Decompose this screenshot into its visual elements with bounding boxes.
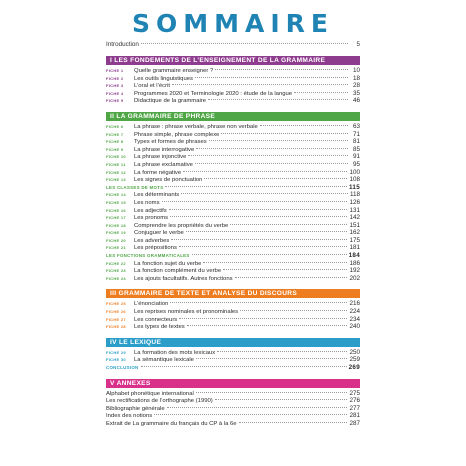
toc-entry-label: Didactique de la grammaire — [134, 98, 207, 105]
fiche-number: FICHE 7 — [106, 131, 124, 137]
dot-leader — [170, 216, 347, 217]
dot-leader — [196, 392, 348, 393]
section-heading: V ANNEXES — [106, 379, 360, 388]
dot-leader — [187, 325, 348, 326]
section-heading: III GRAMMAIRE DE TEXTE ET ANALYSE DU DISCOURS — [106, 289, 360, 298]
toc-entry-label: La fonction sujet du verbe — [134, 260, 202, 267]
toc-entry-label: La sémantique lexicale — [134, 357, 194, 364]
dot-leader — [196, 358, 348, 359]
toc-section — [106, 289, 360, 330]
section-heading: I LES FONDEMENTS DE L’ENSEIGNEMENT DE LA GRAMMAIRE — [106, 56, 360, 65]
toc-entry-page: 277 — [349, 404, 360, 412]
dot-leader — [179, 318, 347, 319]
dot-leader — [186, 231, 348, 232]
toc-entry-label: Bibliographie générale — [106, 405, 165, 412]
toc-entry-label: Quelle grammaire enseigner ? — [134, 68, 214, 74]
dot-leader — [235, 277, 348, 278]
dot-leader — [209, 140, 348, 141]
fiche-number: FICHE 14 — [106, 192, 126, 198]
toc-entry — [106, 275, 360, 283]
dot-leader — [162, 201, 348, 202]
dot-leader — [208, 99, 348, 100]
section-heading: II LA GRAMMAIRE DE PHRASE — [106, 112, 360, 121]
dot-leader — [215, 69, 348, 70]
toc-entry-label: Les reprises nominales et pronominales — [134, 309, 239, 316]
fiche-number: FICHE 25 — [106, 301, 126, 307]
toc-section — [106, 112, 360, 282]
toc-entry-label: Alphabet phonétique international — [106, 390, 194, 397]
toc-subsection — [106, 252, 360, 260]
toc-entry-page: 46 — [352, 97, 360, 105]
fiche-number: FICHE 5 — [106, 98, 124, 104]
dot-leader — [217, 351, 347, 352]
toc-entry-label: La phrase exclamative — [134, 161, 193, 168]
toc-entry-label: Les outils linguistiques — [134, 75, 193, 82]
toc-entry-page: 118 — [349, 191, 360, 199]
toc-entry-page: 250 — [349, 348, 360, 356]
toc-entry-page: 81 — [352, 138, 360, 146]
fiche-number: FICHE 10 — [106, 154, 126, 160]
toc-entry-page: 91 — [352, 153, 360, 161]
fiche-number: FICHE 18 — [106, 222, 126, 228]
dot-leader — [154, 414, 347, 415]
fiche-number: FICHE 30 — [106, 357, 126, 363]
fiche-number: FICHE 11 — [106, 161, 126, 167]
dot-leader — [170, 302, 347, 303]
dot-leader — [223, 269, 347, 270]
toc-entry-page: 108 — [349, 176, 360, 184]
toc-entry-page: 95 — [352, 160, 360, 168]
toc-section — [106, 338, 360, 372]
toc-entry-page: 202 — [349, 274, 360, 282]
toc-entry — [106, 90, 360, 98]
toc-entry-page: 115 — [348, 183, 360, 191]
page-title: SOMMAIRE — [132, 9, 334, 38]
fiche-number: FICHE 23 — [106, 268, 126, 274]
toc-entry-page: 85 — [352, 145, 360, 153]
fiche-number: FICHE 4 — [106, 90, 124, 96]
dot-leader — [181, 193, 348, 194]
toc-entry-page: 184 — [348, 252, 360, 260]
fiche-number: FICHE 9 — [106, 146, 124, 152]
toc-entry — [106, 97, 360, 105]
toc-entry-label: Comprendre les propriétés du verbe — [134, 222, 229, 229]
toc-entry — [106, 308, 360, 316]
toc-entry-label: Les noms — [134, 199, 160, 206]
toc-entry — [106, 323, 360, 331]
toc-entry-page: 240 — [349, 323, 360, 331]
dot-leader — [204, 178, 347, 179]
toc-entry — [106, 176, 360, 184]
toc-entry-page: 224 — [349, 308, 360, 316]
toc-subsection — [106, 184, 360, 192]
subsection-label: LES FONCTIONS GRAMMATICALES — [106, 253, 190, 259]
toc-entry-page: 71 — [352, 130, 360, 138]
toc-entry — [106, 191, 360, 199]
toc-entry — [106, 420, 360, 428]
toc-entry — [106, 316, 360, 324]
toc-entry — [106, 260, 360, 268]
fiche-number: FICHE 13 — [106, 177, 126, 183]
toc-entry-label: Les connecteurs — [134, 316, 178, 323]
toc-entry-page: 35 — [352, 89, 360, 97]
toc-entry — [106, 161, 360, 169]
toc-entry-label: La formation des mots lexicaux — [134, 349, 216, 356]
fiche-number: FICHE 12 — [106, 169, 126, 175]
fiche-number: FICHE 24 — [106, 275, 126, 281]
toc-entry — [106, 214, 360, 222]
toc-entry-page: 63 — [352, 122, 360, 130]
toc-entry-page: 275 — [349, 389, 360, 397]
toc-entry-page: 100 — [349, 168, 360, 176]
fiche-number: FICHE 26 — [106, 309, 126, 315]
dot-leader — [172, 84, 348, 85]
fiche-number: FICHE 20 — [106, 237, 126, 243]
toc-entry-page: 276 — [349, 397, 360, 405]
toc-entry — [106, 267, 360, 275]
dot-leader — [203, 262, 347, 263]
toc-entry-page: 181 — [349, 244, 360, 252]
fiche-number: FICHE 16 — [106, 207, 126, 213]
dot-leader — [171, 239, 347, 240]
fiche-number: FICHE 28 — [106, 324, 126, 330]
toc-section — [106, 379, 360, 428]
toc-entry-page: 234 — [349, 315, 360, 323]
fiche-number: FICHE 17 — [106, 215, 126, 221]
toc-entry-label: Extrait de La grammaire du français du CP à la 6e — [106, 420, 237, 427]
toc-entry — [106, 222, 360, 230]
toc-section — [106, 56, 360, 105]
toc-entry-page: 5 — [356, 41, 360, 48]
toc-entry-page: 126 — [349, 198, 360, 206]
toc-entry-page: 10 — [352, 67, 360, 74]
toc-subsection — [106, 364, 360, 372]
toc-entry-label: Les types de textes — [134, 324, 185, 331]
table-of-contents — [106, 0, 360, 466]
toc-entry-introduction — [106, 41, 360, 49]
toc-entry — [106, 397, 360, 405]
fiche-number: FICHE 6 — [106, 123, 124, 129]
toc-entry — [106, 67, 360, 75]
fiche-number: FICHE 22 — [106, 260, 126, 266]
dot-leader — [195, 77, 348, 78]
toc-entry-label: Les ajouts facultatifs. Autres fonctions — [134, 275, 233, 282]
fiche-number: FICHE 3 — [106, 83, 124, 89]
toc-entry-label: Les adjectifs — [134, 207, 167, 214]
toc-entry-label: Les pronoms — [134, 215, 169, 222]
subsection-label: LES CLASSES DE MOTS — [106, 184, 164, 190]
dot-leader — [221, 133, 348, 134]
toc-entry-page: 142 — [349, 214, 360, 222]
section-heading: IV LE LEXIQUE — [106, 338, 360, 347]
toc-entry — [106, 75, 360, 83]
toc-entry — [106, 390, 360, 398]
dot-leader — [260, 125, 348, 126]
fiche-number: FICHE 1 — [106, 68, 124, 73]
toc-entry-page: 287 — [349, 419, 360, 427]
toc-entry-label: La forme négative — [134, 169, 182, 176]
fiche-number: FICHE 8 — [106, 139, 124, 145]
toc-entry-label: La phrase injonctive — [134, 154, 187, 161]
toc-entry — [106, 138, 360, 146]
toc-entry-label: Les déterminants — [134, 192, 180, 199]
fiche-number: FICHE 15 — [106, 199, 126, 205]
toc-entry-page: 192 — [349, 267, 360, 275]
toc-entry-page: 18 — [352, 74, 360, 82]
toc-entry — [106, 349, 360, 357]
toc-entry — [106, 405, 360, 413]
toc-entry-page: 175 — [349, 236, 360, 244]
toc-entry-page: 151 — [349, 221, 360, 229]
dot-leader — [169, 209, 348, 210]
toc-entry — [106, 229, 360, 237]
toc-entry-label: La phrase : phrase verbale, phrase non verbale — [134, 123, 258, 130]
toc-entry — [106, 300, 360, 308]
toc-entry — [106, 199, 360, 207]
toc-entry — [106, 153, 360, 161]
toc-entry — [106, 207, 360, 215]
fiche-number: FICHE 29 — [106, 349, 126, 355]
dot-leader — [183, 171, 347, 172]
toc-entry — [106, 169, 360, 177]
toc-entry-page: 269 — [348, 364, 360, 371]
toc-entry-label: Types et formes de phrases — [134, 139, 207, 146]
toc-entry-page: 216 — [349, 300, 360, 308]
toc-entry-label: Les rectifications de l’orthographe (1990) — [106, 398, 213, 405]
toc-entry-page: 162 — [349, 229, 360, 237]
dot-leader — [294, 92, 348, 93]
toc-entry-page: 281 — [349, 412, 360, 420]
toc-entry-page: 131 — [349, 206, 360, 214]
fiche-number: FICHE 2 — [106, 75, 124, 81]
toc-entry-page: 28 — [352, 82, 360, 90]
dot-leader — [230, 224, 347, 225]
subsection-label: CONCLUSION — [106, 365, 139, 370]
toc-entry — [106, 82, 360, 90]
toc-entry — [106, 146, 360, 154]
toc-entry-label: Les signes de ponctuation — [134, 177, 203, 184]
fiche-number: FICHE 19 — [106, 230, 126, 236]
dot-leader — [215, 399, 348, 400]
toc-entry-label: L’oral et l’écrit — [134, 83, 171, 90]
dot-leader — [165, 186, 347, 187]
dot-leader — [239, 422, 348, 423]
toc-entry-page: 186 — [349, 259, 360, 267]
toc-entry-label: La fonction complément du verbe — [134, 268, 222, 275]
toc-entry-label: Conjuguer le verbe — [134, 230, 184, 237]
dot-leader — [179, 246, 348, 247]
toc-entry — [106, 237, 360, 245]
dot-leader — [167, 407, 348, 408]
dot-leader — [141, 366, 347, 367]
fiche-number: FICHE 27 — [106, 316, 126, 322]
toc-entry-page: 259 — [349, 356, 360, 364]
dot-leader — [240, 310, 347, 311]
dot-leader — [196, 148, 348, 149]
toc-entry-label: Introduction — [106, 41, 139, 48]
dot-leader — [141, 43, 348, 44]
toc-entry-label: Programmes 2020 et Terminologie 2020 : étude de la langue — [134, 90, 293, 97]
toc-entry-label: Index des notions — [106, 413, 153, 420]
toc-entry — [106, 356, 360, 364]
toc-entry — [106, 412, 360, 420]
toc-entry-label: Les adverbes — [134, 237, 170, 244]
toc-entry-label: L’énonciation — [134, 301, 169, 308]
fiche-number: FICHE 21 — [106, 245, 126, 251]
toc-entry-label: Phrase simple, phrase complexe — [134, 131, 220, 138]
toc-entry-label: La phrase interrogative — [134, 146, 195, 153]
dot-leader — [188, 155, 348, 156]
toc-entry-label: Les prépositions — [134, 245, 177, 252]
toc-entry — [106, 123, 360, 131]
dot-leader — [192, 254, 347, 255]
dot-leader — [195, 163, 348, 164]
toc-entry — [106, 131, 360, 139]
toc-entry — [106, 244, 360, 252]
